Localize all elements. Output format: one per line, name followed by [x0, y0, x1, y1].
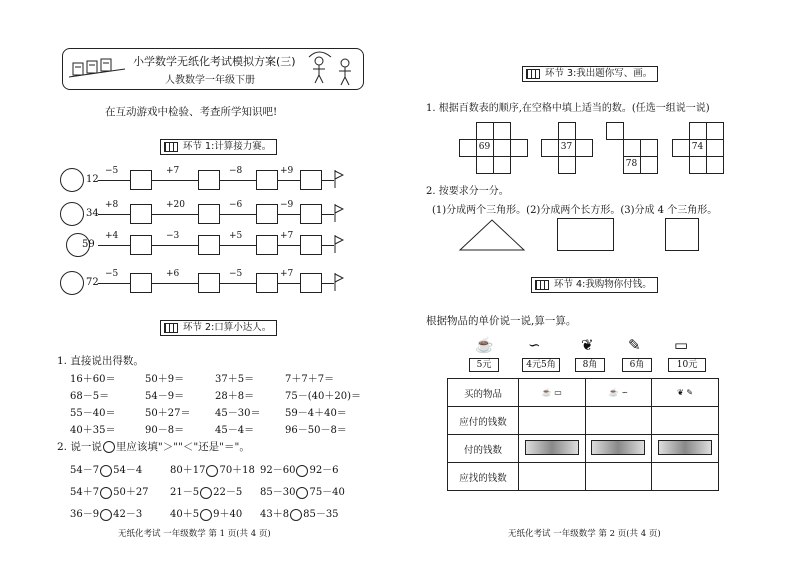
relay-line [98, 245, 130, 246]
relay-line [220, 214, 256, 215]
grid-cell [493, 122, 511, 140]
table-row [448, 407, 719, 435]
grid-cell [541, 139, 559, 157]
shopping-table [447, 378, 719, 491]
table-row [448, 379, 719, 407]
shuttlecock-icon: ❦ [581, 336, 594, 354]
cell-items-1: ☕ ▭ [519, 379, 586, 407]
grid-cell [623, 139, 641, 157]
section4-title: 环节 4:我购物你付钱。 [531, 277, 658, 293]
relay-answer-box [130, 204, 152, 224]
kids-running-illustration [67, 55, 127, 83]
math-item: 7＋7＋7＝ [285, 374, 335, 385]
grid-cell [476, 156, 494, 174]
kids-skipping-illustration [305, 51, 361, 87]
math-item: 45－4＝ [215, 425, 255, 436]
relay-answer-box [130, 235, 152, 255]
relay-start: 34 [86, 208, 99, 219]
compare-item: 85－30 75－40 [260, 487, 345, 498]
relay-op: +6 [166, 269, 180, 279]
grid-cell [510, 139, 528, 157]
math-item: 55－40＝ [70, 408, 116, 419]
price-tag: 4元5角 [522, 358, 560, 372]
relay-answer-box [300, 273, 322, 293]
math-item: 59－4＋40＝ [285, 408, 347, 419]
relay-answer-box [130, 273, 152, 293]
lion-icon [60, 168, 84, 192]
grid-number: 78 [625, 159, 638, 169]
pencil-case-icon: ▭ [674, 336, 689, 354]
grid-cell [575, 139, 593, 157]
section1-title: 环节 1:计算接力赛。 [160, 139, 277, 155]
relay-op: +5 [229, 231, 243, 241]
relay-op: +7 [280, 269, 294, 279]
math-item: 28＋8＝ [215, 391, 255, 402]
compare-circle-icon[interactable] [100, 465, 112, 477]
grid-cell [689, 122, 707, 140]
section2-title: 环节 2:口算小达人。 [160, 320, 277, 336]
grid-cell [706, 122, 724, 140]
finish-flag-icon [334, 235, 344, 253]
squirrel-icon [60, 202, 84, 226]
abacus-icon [164, 323, 178, 333]
cell-items-3: ❦ ✎ [652, 379, 719, 407]
relay-op: +20 [166, 200, 185, 210]
relay-line [152, 180, 198, 181]
abacus-icon [164, 142, 178, 152]
compare-item: 43＋8 85－35 [260, 509, 339, 520]
grid-cell [640, 139, 658, 157]
relay-start: 72 [86, 277, 99, 288]
jump-rope-icon: ∽ [528, 336, 541, 354]
s3-q2-parts: (1)分成两个三角形。(2)分成两个长方形。(3)分成 4 个三角形。 [432, 205, 718, 216]
relay-line [220, 245, 256, 246]
compare-circle-icon[interactable] [296, 487, 308, 499]
compare-item: 21－5 22－5 [170, 487, 243, 498]
abacus-icon [535, 280, 549, 290]
grid-cell [706, 156, 724, 174]
compare-circle-icon[interactable] [296, 465, 308, 477]
rabbit-icon [60, 271, 84, 295]
grid-cell [558, 122, 576, 140]
compare-circle-icon[interactable] [100, 509, 112, 521]
grid-cell [476, 122, 494, 140]
relay-answer-box [198, 235, 220, 255]
compare-circle-icon [103, 441, 115, 453]
compare-circle-icon[interactable] [200, 509, 212, 521]
row-label: 买的物品 [448, 379, 519, 407]
math-item: 50＋27＝ [145, 408, 191, 419]
compare-circle-icon[interactable] [200, 487, 212, 499]
banknote-icon [652, 435, 719, 463]
grid-number: 37 [560, 142, 573, 152]
math-item: 45－30＝ [215, 408, 261, 419]
cell-items-2: ☕ ∽ [585, 379, 652, 407]
relay-line [278, 283, 300, 284]
relay-op: +7 [280, 231, 294, 241]
math-item: 54－9＝ [145, 391, 185, 402]
relay-op: +4 [105, 231, 119, 241]
right-footer: 无纸化考试 一年级数学 第 2 页(共 4 页) [508, 529, 661, 539]
relay-line [278, 180, 300, 181]
row-label: 应付的钱数 [448, 407, 519, 435]
relay-line [152, 245, 198, 246]
relay-answer-box [300, 170, 322, 190]
math-item: 16＋60＝ [70, 374, 116, 385]
compare-circle-icon[interactable] [100, 487, 112, 499]
price-tag: 5元 [469, 358, 499, 372]
table-row [448, 435, 719, 463]
relay-answer-box [256, 273, 278, 293]
page-subtitle: 人教数学一年级下册 [165, 75, 255, 86]
compare-circle-icon[interactable] [206, 465, 218, 477]
relay-answer-box [198, 273, 220, 293]
rectangle-shape [557, 218, 614, 251]
relay-op: −3 [166, 231, 180, 241]
grid-number: 74 [691, 142, 704, 152]
grid-cell [459, 139, 477, 157]
finish-flag-icon [334, 204, 344, 222]
relay-line [98, 180, 130, 181]
relay-answer-box [198, 170, 220, 190]
grid-cell [672, 139, 690, 157]
relay-start: 12 [86, 174, 99, 185]
relay-line [220, 283, 256, 284]
page-title: 小学数学无纸化考试模拟方案(三) [133, 55, 296, 68]
relay-op: −5 [105, 166, 119, 176]
relay-answer-box [256, 170, 278, 190]
price-tag: 6角 [622, 358, 652, 372]
math-item: 37＋5＝ [215, 374, 255, 385]
row-label: 应找的钱数 [448, 463, 519, 491]
section3-title: 环节 3:我出题你写、画。 [522, 66, 658, 82]
relay-line [152, 283, 198, 284]
pencil-icon: ✎ [628, 336, 641, 354]
relay-line [98, 214, 130, 215]
intro-text: 在互动游戏中检验、考查所学知识吧! [105, 106, 278, 118]
relay-op: −5 [229, 269, 243, 279]
relay-op: +9 [280, 166, 294, 176]
math-item: 96－50－8＝ [285, 425, 347, 436]
table-row [448, 463, 719, 491]
grid-cell [493, 156, 511, 174]
compare-item: 40＋5 9＋40 [170, 509, 243, 520]
s4-intro: 根据物品的单价说一说,算一算。 [426, 315, 577, 327]
grid-cell [706, 139, 724, 157]
abacus-icon [526, 69, 540, 79]
relay-answer-box [300, 235, 322, 255]
math-item: 90－8＝ [145, 425, 185, 436]
grid-cell [493, 139, 511, 157]
relay-line [152, 214, 198, 215]
relay-line [220, 180, 256, 181]
row-label: 付的钱数 [448, 435, 519, 463]
relay-op: −6 [229, 200, 243, 210]
grid-cell [606, 122, 624, 140]
teacup-icon: ☕ [475, 336, 494, 354]
finish-flag-icon [334, 170, 344, 188]
relay-line [278, 214, 300, 215]
math-item: 50＋9＝ [145, 374, 185, 385]
left-footer: 无纸化考试 一年级数学 第 1 页(共 4 页) [118, 529, 271, 539]
banknote-icon [519, 435, 586, 463]
relay-line [278, 245, 300, 246]
s3-q1: 1. 根据百数表的顺序,在空格中填上适当的数。(任选一组说一说) [426, 103, 710, 114]
compare-circle-icon[interactable] [290, 509, 302, 521]
relay-op: −8 [229, 166, 243, 176]
compare-item: 54－7 54－4 [70, 465, 143, 476]
relay-answer-box [300, 204, 322, 224]
compare-item: 54＋7 50＋27 [70, 487, 149, 498]
q2-label: 2. 说一说 里应该填"＞""＜"还是"＝"。 [57, 441, 250, 453]
relay-answer-box [130, 170, 152, 190]
finish-flag-icon [334, 273, 344, 291]
relay-answer-box [198, 204, 220, 224]
price-tag: 8角 [575, 358, 605, 372]
grid-number: 69 [478, 142, 491, 152]
header-banner [62, 48, 364, 90]
relay-op: +7 [166, 166, 180, 176]
relay-answer-box [256, 204, 278, 224]
relay-line [322, 180, 334, 181]
relay-line [322, 214, 334, 215]
compare-item: 80＋17 70＋18 [170, 465, 255, 476]
s3-q2: 2. 按要求分一分。 [426, 186, 509, 197]
math-item: 68－5＝ [70, 391, 110, 402]
relay-line [98, 283, 130, 284]
triangle-shape [458, 218, 526, 252]
relay-op: −5 [105, 269, 119, 279]
relay-line [322, 245, 334, 246]
q1-label: 1. 直接说出得数。 [57, 355, 144, 367]
grid-cell [558, 156, 576, 174]
banknote-icon [585, 435, 652, 463]
grid-cell [689, 156, 707, 174]
compare-item: 36－9 42－3 [70, 509, 143, 520]
relay-op: +8 [105, 200, 119, 210]
relay-op: −9 [280, 200, 294, 210]
relay-start: 59 [82, 239, 95, 250]
square-shape [665, 218, 699, 251]
relay-answer-box [256, 235, 278, 255]
math-item: 40＋35＝ [70, 425, 116, 436]
math-item: 75－(40＋20)＝ [285, 391, 361, 402]
price-tag: 10元 [668, 358, 706, 372]
compare-item: 92－60 92－6 [260, 465, 339, 476]
relay-line [322, 283, 334, 284]
grid-cell [640, 156, 658, 174]
